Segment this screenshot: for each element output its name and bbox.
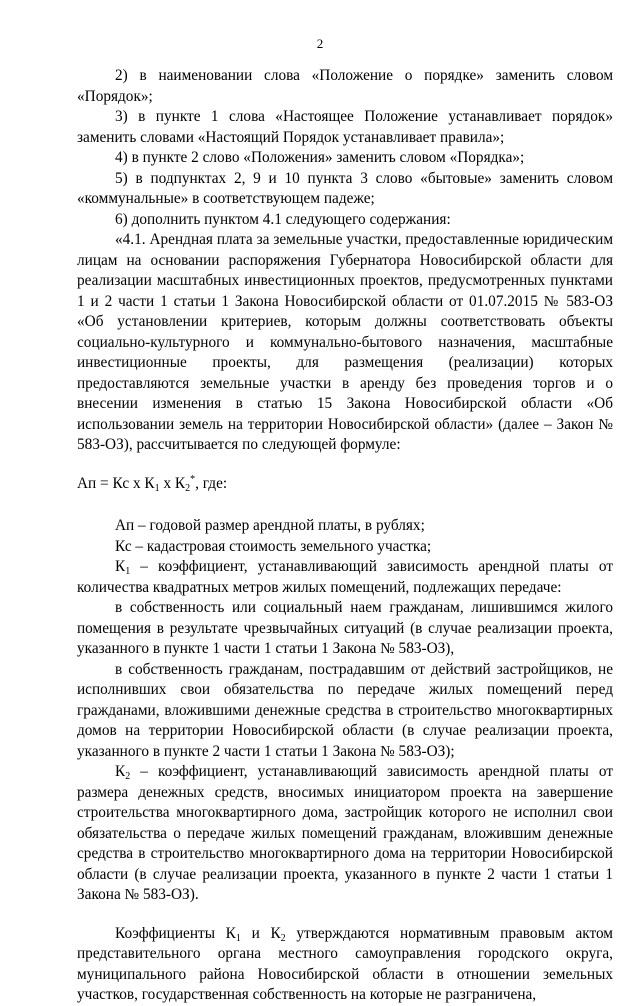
amendment-3: 3) в пункте 1 слова «Настоящее Положение устанавливает порядок» заменить словами «Настоящий Порядок устанавливает правила»; xyxy=(77,108,613,146)
page-number: 2 xyxy=(316,36,324,51)
rent-formula: Ап = Кс х $К_1$ х $К_2^*$, где: xyxy=(77,473,228,494)
amendment-4: 4) в пункте 2 слово «Положения» заменить словом «Порядка»; xyxy=(115,149,525,166)
definition-k2: $К_2$ – коэффициент, устанавливающий зависимость арендной платы от размера денежных средств, вносимых инициатором проекта на завершение строительства многоквартирного дома, застройщик которого не исполнил свои обязательства о передаче жилых помещений гражданам, вложившим денежные средства в строительство многоквартирного дома на территории Новосибирской области (в случае реализации проекта, указанного в пункте 2 части 1 статьи 1 Закона № 583-ОЗ). xyxy=(77,763,613,903)
document-body xyxy=(77,66,613,1006)
definition-kc: Кс – кадастровая стоимость земельного участка; xyxy=(115,537,432,555)
definition-ap: Ап – годовой размер арендной платы, в рублях; xyxy=(115,517,425,534)
amendment-2: 2) в наименовании слова «Положение о порядке» заменить словом «Порядок»; xyxy=(77,67,613,105)
amendment-6: 6) дополнить пунктом 4.1 следующего содержания: xyxy=(115,210,451,228)
coefficients-paragraph: Коэффициенты $К_1$ и $К_2$ утверждаются нормативным правовым актом представительного органа местного самоуправления городского округа, муниципального района Новосибирской области в отношении земельных участков, государственная собственность на которые не разграничена, xyxy=(77,924,613,1003)
clause-4-1: «4.1. Арендная плата за земельные участки, предоставленные юридическим лицам на основании распоряжения Губернатора Новосибирской области для реализации масштабных инвестиционных проектов, предусмотренных пунктами 1 и 2 части 1 статьи 1 Закона Новосибирской области от 01.07.2015 № 583-ОЗ «Об установлении критериев, которым должны соответствовать объекты социально-культурного и коммунально-бытового назначения, масштабные инвестиционные проекты, для размещения (реализации) которых предоставляются земельные участки в аренду без проведения торгов и о внесении изменения в статью 15 Закона Новосибирской области «Об использовании земель на территории Новосибирской области» (далее – Закон № 583-ОЗ), рассчитывается по следующей формуле: xyxy=(77,231,613,453)
definition-k1: $К_1$ – коэффициент, устанавливающий зависимость арендной платы от количества квадратных метров жилых помещений, подлежащих передаче: xyxy=(77,558,613,596)
definition-k1-item-1: в собственность или социальный наем гражданам, лишившимся жилого помещения в результате чрезвычайных ситуаций (в случае реализации проекта, указанного в пункте 1 части 1 статьи 1 Закона № 583-ОЗ), xyxy=(77,599,613,657)
definition-k1-item-2: в собственность гражданам, пострадавшим от действий застройщиков, не исполнивших свои обязательства по передаче жилых помещений перед гражданами, вложившими денежные средства в строительство многоквартирных домов на территории Новосибирской области (в случае реализации проекта, указанного в пункте 2 части 1 статьи 1 Закона № 583-ОЗ); xyxy=(77,660,613,760)
amendment-5: 5) в подпунктах 2, 9 и 10 пункта 3 слово «бытовые» заменить словом «коммунальные» в соответствующем падеже; xyxy=(77,169,613,207)
